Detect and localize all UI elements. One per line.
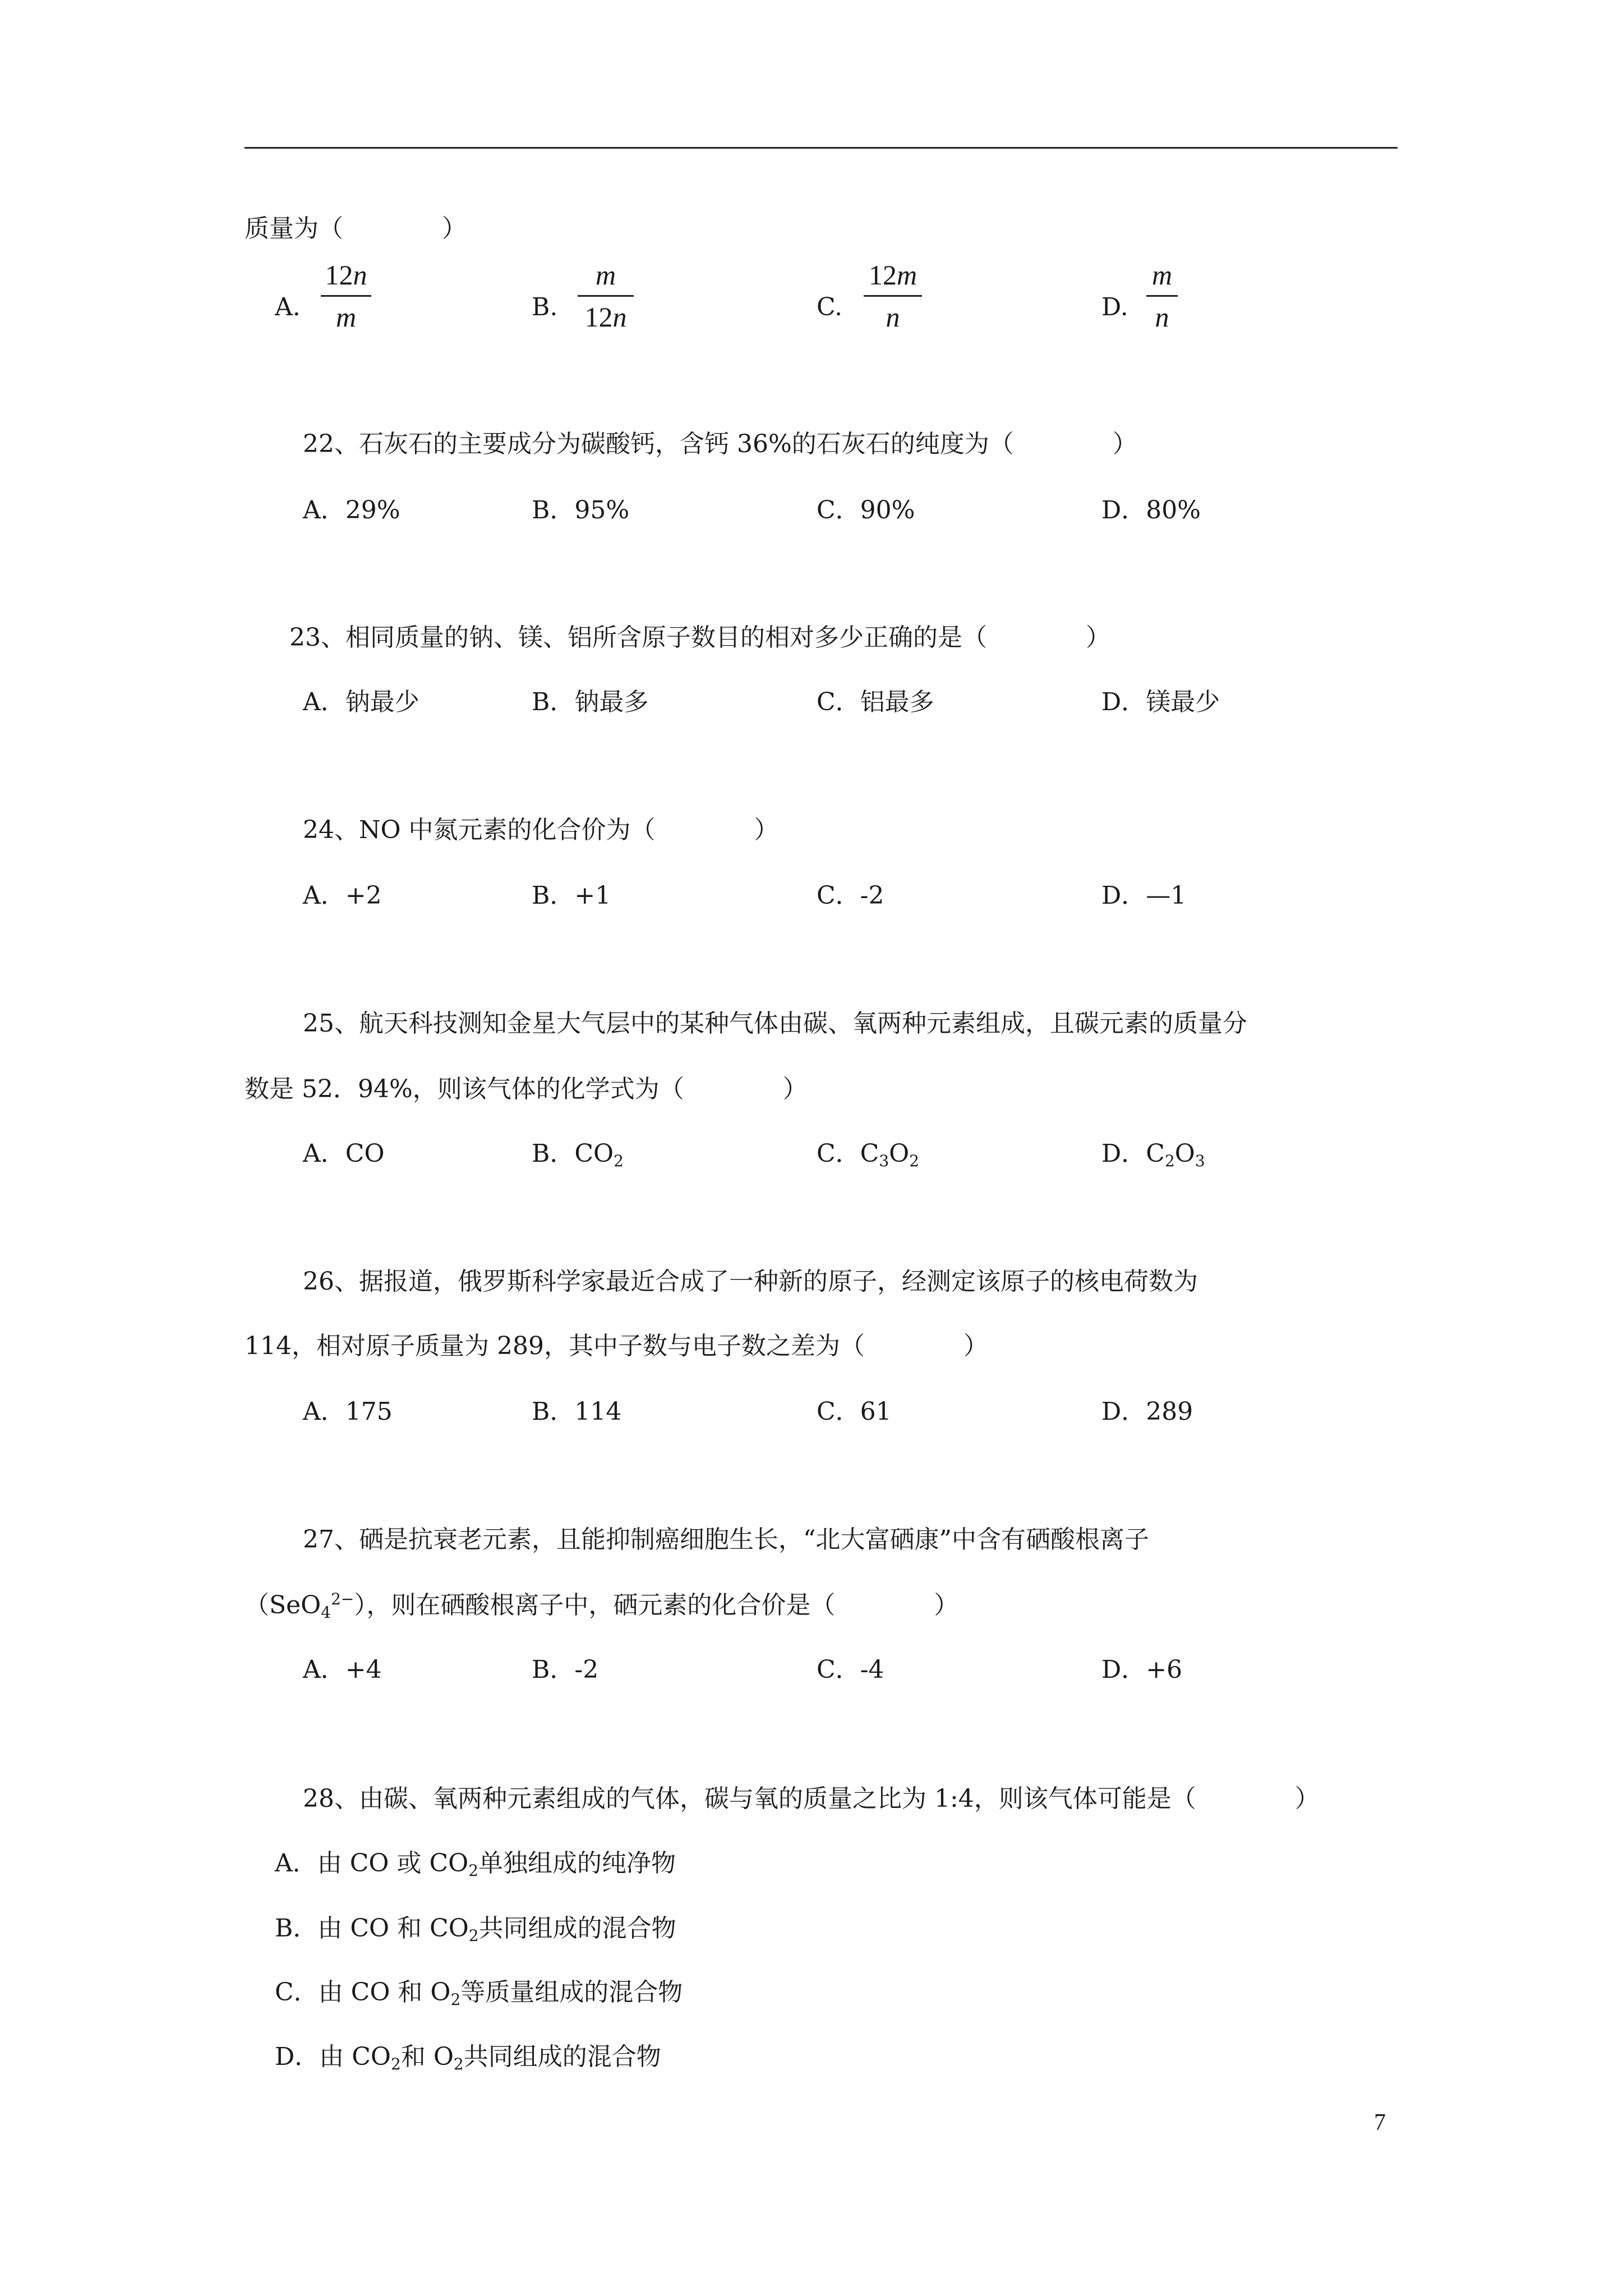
q26-option-d: D．289 bbox=[1101, 1397, 1193, 1426]
q21-option-c-letter: C. bbox=[817, 293, 843, 321]
q27-option-c: C．-4 bbox=[817, 1655, 884, 1684]
fraction-numerator: 12m bbox=[868, 259, 917, 291]
q24-option-b: B．+1 bbox=[532, 881, 611, 910]
q24-option-c: C．-2 bbox=[817, 881, 884, 910]
q21-option-a-letter: A. bbox=[275, 293, 301, 321]
q27-question-line2: （SeO$_4^{2-}$），则在硒酸根离子中，硒元素的化合价是（ ） bbox=[245, 1590, 959, 1622]
q24-question: 24、NO 中氮元素的化合价为（ ） bbox=[303, 816, 779, 844]
header-rule bbox=[245, 147, 1398, 149]
q25-question-line1: 25、航天科技测知金星大气层中的某种气体由碳、氧两种元素组成，且碳元素的质量分 bbox=[303, 1009, 1247, 1038]
q22-option-b: B．95% bbox=[532, 496, 630, 524]
q28-option-a: A．由 CO 或 $CO_2$单独组成的纯净物 bbox=[275, 1849, 676, 1880]
q21-option-c-fraction bbox=[864, 258, 922, 334]
fraction-denominator: m bbox=[335, 301, 357, 333]
fraction-numerator: 12n bbox=[325, 259, 367, 291]
q21-option-d-fraction bbox=[1146, 258, 1178, 334]
q24-option-a: A．+2 bbox=[303, 881, 382, 910]
q28-option-d: D．由 $CO_2$和 $O_2$共同组成的混合物 bbox=[275, 2042, 661, 2073]
q26-option-c: C．61 bbox=[817, 1397, 892, 1426]
q25-option-d: D．$C_2O_3$ bbox=[1101, 1139, 1205, 1170]
q22-option-c: C．90% bbox=[817, 496, 915, 524]
q28-option-b: B．由 CO 和 $CO_2$共同组成的混合物 bbox=[275, 1914, 676, 1945]
q25-option-c: C．$C_3O_2$ bbox=[817, 1139, 920, 1170]
q27-question-line1: 27、硒是抗衰老元素，且能抑制癌细胞生长，“北大富硒康”中含有硒酸根离子 bbox=[303, 1525, 1149, 1554]
q23-question: 23、相同质量的钠、镁、铝所含原子数目的相对多少正确的是（ ） bbox=[289, 623, 1110, 652]
fraction-bar bbox=[578, 295, 634, 297]
q21-tail: 质量为（ ） bbox=[245, 214, 467, 243]
fraction-denominator: n bbox=[886, 301, 900, 333]
q21-option-d-letter: D. bbox=[1101, 293, 1128, 321]
q22-option-a: A．29% bbox=[303, 496, 400, 524]
q25-question-line2: 数是 52．94%，则该气体的化学式为（ ） bbox=[245, 1075, 808, 1103]
q23-option-c: C．铝最多 bbox=[817, 688, 934, 716]
page-number: 7 bbox=[1374, 2110, 1386, 2136]
q27-option-d: D．+6 bbox=[1101, 1655, 1183, 1684]
q23-option-d: D．镁最少 bbox=[1101, 688, 1220, 716]
q22-question: 22、石灰石的主要成分为碳酸钙，含钙 36%的石灰石的纯度为（ ） bbox=[303, 430, 1137, 458]
q26-option-a: A．175 bbox=[303, 1397, 393, 1426]
fraction-denominator: n bbox=[1155, 301, 1169, 333]
q21-option-b-letter: B. bbox=[532, 293, 558, 321]
q23-option-a: A．钠最少 bbox=[303, 688, 419, 716]
q26-question-line2: 114，相对原子质量为 289，其中子数与电子数之差为（ ） bbox=[245, 1332, 988, 1360]
q25-option-a: A．CO bbox=[303, 1139, 385, 1168]
q22-option-d: D．80% bbox=[1101, 496, 1201, 524]
q27-option-a: A．+4 bbox=[303, 1655, 382, 1684]
q25-option-b: B．$CO_2$ bbox=[532, 1139, 624, 1170]
fraction-bar bbox=[1146, 295, 1178, 297]
q26-question-line1: 26、据报道，俄罗斯科学家最近合成了一种新的原子，经测定该原子的核电荷数为 bbox=[303, 1267, 1198, 1296]
fraction-numerator: m bbox=[1151, 259, 1173, 291]
fraction-numerator: m bbox=[595, 259, 616, 291]
fraction-denominator: 12n bbox=[584, 301, 627, 333]
q21-option-b-fraction bbox=[578, 258, 634, 334]
q26-option-b: B．114 bbox=[532, 1397, 622, 1426]
q24-option-d: D．—1 bbox=[1101, 881, 1187, 910]
q28-option-c: C．由 CO 和 $O_2$等质量组成的混合物 bbox=[275, 1978, 683, 2009]
q28-question: 28、由碳、氧两种元素组成的气体，碳与氧的质量之比为 1:4，则该气体可能是（ ） bbox=[303, 1784, 1320, 1813]
q21-option-a-fraction bbox=[321, 258, 371, 334]
fraction-bar bbox=[321, 295, 371, 297]
q27-option-b: B．-2 bbox=[532, 1655, 599, 1684]
fraction-bar bbox=[864, 295, 922, 297]
q23-option-b: B．钠最多 bbox=[532, 688, 649, 716]
